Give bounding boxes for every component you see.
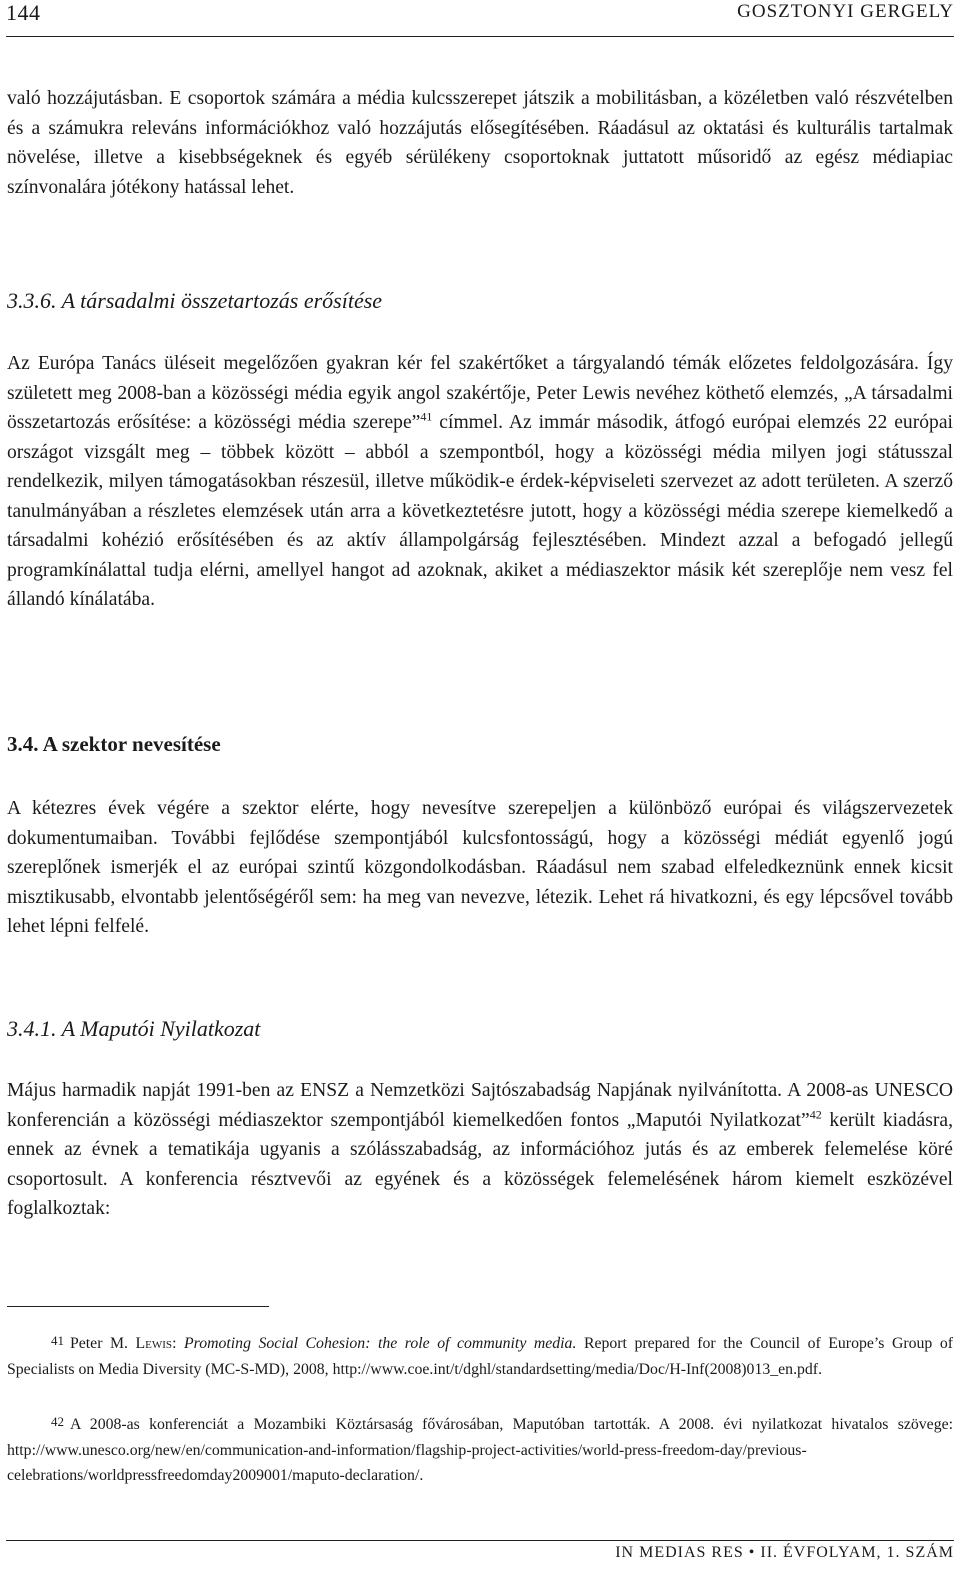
footnote-author-surname: Lewis — [135, 1335, 173, 1352]
section-heading-3-4-1: 3.4.1. A Maputói Nyilatkozat — [7, 1016, 261, 1041]
footnote-text[interactable]: A 2008-as konferenciát a Mozambiki Köztársaság fővárosában, Maputóban tartották. A 2008. évi nyilatkozat hivatalos szövege: http://www.unesco.org/new/en/communication-and-information/flagship-project-activities/world-press-freedom-day/previous-celebrations/worldpressfreedomday2009001/maputo-declaration/. — [7, 1416, 953, 1484]
footnote-ref-41[interactable]: 41 — [420, 409, 433, 424]
paragraph-text: került kiadásra, ennek az évnek a tematikája ugyanis a szólásszabadság, az információhoz jutás és az emberek felemelése köré csoportosult. A konferencia résztvevői az egyének és a közösségek felemelésének három kiemelt eszközével foglalkoztak: — [7, 1109, 953, 1219]
journal-name: IN MEDIAS RES • II. ÉVFOLYAM, 1. SZÁM — [615, 1544, 954, 1561]
footnote-41 — [7, 1331, 953, 1382]
footnote-ref-42[interactable]: 42 — [809, 1106, 822, 1121]
footnote-text[interactable]: Report prepared for the Council of Europe’s Group of Specialists on Media Diversity (MC-S-MD), 2008, http://www.coe.int/t/dghl/standardsetting/media/Doc/H-Inf(2008)013_en.pdf. — [7, 1335, 953, 1378]
footnote-number: 41 — [51, 1333, 64, 1348]
footnote-42 — [7, 1412, 953, 1489]
paragraph-text: Május harmadik napját 1991-ben az ENSZ a Nemzetközi Sajtószabadság Napjának nyilvánította. A 2008-as UNESCO konferencián a közösségi médiaszektor szempontjából kiemelkedően fontos „Maputói Nyilatkozat” — [7, 1080, 953, 1131]
section-heading-3-4: 3.4. A szektor nevesítése — [7, 732, 221, 756]
running-author: GOSZTONYI GERGELY — [737, 1, 954, 22]
footnote-title: Promoting Social Cohesion: the role of community media. — [183, 1335, 577, 1352]
body-paragraph-3: A kétezres évek végére a szektor elérte, hogy nevesítve szerepeljen a különböző európai és világszervezetek dokumentumaiban. További fejlődése szempontjából kulcsfontosságú, hogy a közösségi médiát egyenlő jogú szereplőnek ismerjék el az európai szintű közgondolkodásban. Ráadásul nem szabad elfeledkeznünk ennek kicsit misztikusabb, elvontabb jelentőségéről sem: ha meg van nevezve, létezik. Lehet rá hivatkozni, és egy lépcsővel tovább lehet lépni felfelé. — [7, 798, 953, 937]
paragraph-text: Az Európa Tanács üléseit megelőzően gyakran kér fel szakértőket a tárgyalandó témák előzetes feldolgozására. Így született meg 2008-ban a közösségi média egyik angol szakértője, Peter Lewis nevéhez köthető elemzés, „A társadalmi összetartozás erősítése: a közösségi média szerepe” — [7, 353, 953, 433]
running-header — [6, 0, 954, 37]
section-heading-3-3-6: 3.3.6. A társadalmi összetartozás erősítése — [7, 288, 383, 313]
footnote-separator — [7, 1306, 269, 1307]
running-footer — [6, 1540, 954, 1569]
body-paragraph-1: való hozzájutásban. E csoportok számára a média kulcsszerepet játszik a mobilitásban, a közéletben való részvételben és a számukra releváns információkhoz való hozzájutás elősegítésében. Ráadásul az oktatási és kulturális tartalmak növelése, illetve a kisebbségeknek és egyéb sérülékeny csoportoknak juttatott műsoridő az egész médiapiac színvonalára jótékony hatással lehet. — [7, 88, 953, 198]
footnote-punct: : — [172, 1335, 184, 1352]
body-paragraph-2 — [7, 349, 953, 615]
footnote-author: Peter M. — [70, 1335, 136, 1352]
paragraph-text: címmel. Az immár második, átfogó európai elemzés 22 európai országot vizsgált meg – többek között – abból a szempontból, hogy a közösségi média milyen jogi státusszal rendelkezik, milyen támogatásokban részesül, illetve működik-e érdek-képviseleti szervezet az adott területen. A szerző tanulmányában a részletes elemzések után arra a következtetésre jutott, hogy a közösségi média szerepe kiemelkedő a társadalmi kohézió erősítésében és az aktív állampolgárság fejlesztésében. Mindezt azzal a befogadó jellegű programkínálattal tudja elérni, amellyel hangot ad azoknak, akiket a médiaszektor másik két szereplője nem vesz fel állandó kínálatába. — [7, 412, 953, 610]
page-number: 144 — [6, 0, 41, 25]
body-paragraph-4 — [7, 1076, 953, 1224]
footnote-number: 42 — [51, 1414, 64, 1429]
